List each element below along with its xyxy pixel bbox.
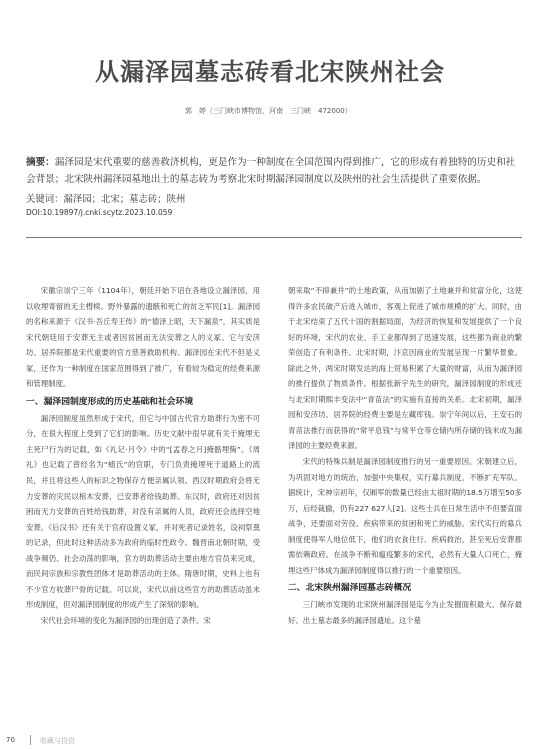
- journal-name: 收藏与投资: [40, 737, 75, 745]
- paragraph: 宋徽宗崇宁三年（1104年），朝廷开始下诏在各地设立漏泽园，用以收埋寄留的无主槥椟、野外暴露的遗骸和死亡的贫乏军民[1]。漏泽园的名称来源于《汉书·吾丘寿王传》的“德泽上昭，天下漏泉”，其实质是宋代朝廷用于安葬无主或者因贫困而无法安葬之人的义冢。它与安济坊、居养院都是宋代重要的官方慈善救助机构。漏泽园在宋代不但是义冢，还作为一种制度在国家范围得到了推广，有着较为稳定的经费来源和管理制度。: [26, 286, 260, 389]
- abstract: [26, 154, 522, 188]
- paragraph: 宋代的特殊兵制是漏泽园制度推行的另一重要原因。宋朝建立后，为巩固对地方的统治，加强中央集权，实行募兵制度，不断扩充军队。据统计，宋神宗初年，仅厢军的数量已经由太祖时期的18.5万增至50多万，后经裁撤，仍有227 627人[2]。这些士兵在日常生活中不但要直面战争，还要面对劳役、疾病带来的贫困和死亡的威胁。宋代实行的募兵制度使得军人地位低下，他们的衣食住行、疾病救治，甚至死后安葬都需依赖政府。在战争不断和瘟疫繁多的宋代，必然有大量人口死亡，掩埋这些尸体成为漏泽园制度得以推行的一个重要原因。: [288, 457, 522, 575]
- paragraph: 漏泽园制度虽然形成于宋代，但它与中国古代官方助葬行为密不可分，在很大程度上受到了它们的影响。历史文献中很早就有关于掩埋无主死尸行为的记载，如《礼记·月令》中的“[孟春之月]掩骼埋胔”。《周礼》也记载了曾经名为“蜡氏”的官职，专门负责掩埋死于道路上的流民，并且将这些人的标识之物保存方便亲属认领。西汉时期政府会将无力安葬的灾民以棺木安葬，已安葬者给钱助葬。东汉时，政府还对因贫困而无力安葬的百姓给钱助葬，对没有亲属的人员，政府还会选择空地安葬。《后汉书》还有关于官府设置义冢，并对死者记录姓名，设祠祭奠的记录，但此时这种活动多为政府的临时性政令。魏晋南北朝时期，受战争频仍、社会动荡的影响，官方的助葬活动主要由地方官员来完成，而民间宗族和宗教性团体才是助葬活动的主体。隋唐时期，史料上也有不少官方收葬尸骨的记载。可以说，宋代以前这些官方的助葬活动虽未形成制度，但对漏泽园制度的形成产生了深刻的影响。: [26, 413, 260, 610]
- author-line: 郭 婷（三门峡市博物馆，河南 三门峡 472000）: [185, 107, 352, 115]
- right-column: [288, 283, 522, 628]
- keywords-text: 漏泽园；北宋；墓志砖；陕州: [63, 194, 186, 205]
- divider-rule: [26, 237, 522, 238]
- abstract-text: 漏泽园是宋代重要的慈善救济机构，更是作为一种制度在全国范围内得到推广，它的形成有着独特的历史和社会背景；北宋陕州漏泽园墓地出土的墓志砖为考察北宋时期漏泽园制度以及陕州的社会生活提供了重要依据。: [26, 157, 516, 185]
- section-heading: 一、漏泽园制度形成的历史基础和社会环境: [26, 396, 194, 407]
- keywords-label: 关键词：: [26, 194, 64, 205]
- keywords: [26, 191, 522, 208]
- page-number: 70: [6, 736, 15, 744]
- paragraph: 宋代社会环境的变化为漏泽园的出现创造了条件。宋: [40, 615, 211, 625]
- doi: DOI:10.19897/j.cnki.scytz.2023.10.059: [26, 208, 173, 217]
- article-title: 从漏泽园墓志砖看北宋陕州社会: [95, 58, 445, 86]
- paragraph: 朝采取“不抑兼并”的土地政策，从而加剧了土地兼并和贫富分化，这使得许多农民破产后进入城市，客观上促进了城市规模的扩大。同时，由于北宋结束了五代十国的割据局面，为经济的恢复和发展提供了一个良好的环境，宋代的农业、手工业都得到了迅速发展，这些都为商业的繁荣创造了有利条件。北宋时期，汴京因商业的发展呈现一片繁华景象。除此之外，两宋时期发达的海上贸易积累了大量的财富，从而为漏泽园的推行提供了物质条件。根据张新宇先生的研究，漏泽园制度的形成还与北宋时期熙丰变法中“青苗法”的实施有直接的关系。北宋初期，漏泽园和安济坊、居养院的经费主要是左藏库钱。崇宁年间以后，王安石的青苗法推行而获得的“常平息钱”与常平仓等仓储内所存储的钱米成为漏泽园的主要经费来源。: [288, 286, 522, 451]
- left-column: [26, 283, 260, 628]
- abstract-label: 摘要：: [26, 157, 55, 168]
- section-heading: 二、北宋陕州漏泽园墓志砖概况: [288, 583, 412, 594]
- footer-divider: [30, 735, 31, 745]
- paragraph: 三门峡市发现的北宋陕州漏泽园是迄今为止发掘面积最大、保存最好、出土墓志最多的漏泽园遗址。这个墓: [288, 600, 522, 625]
